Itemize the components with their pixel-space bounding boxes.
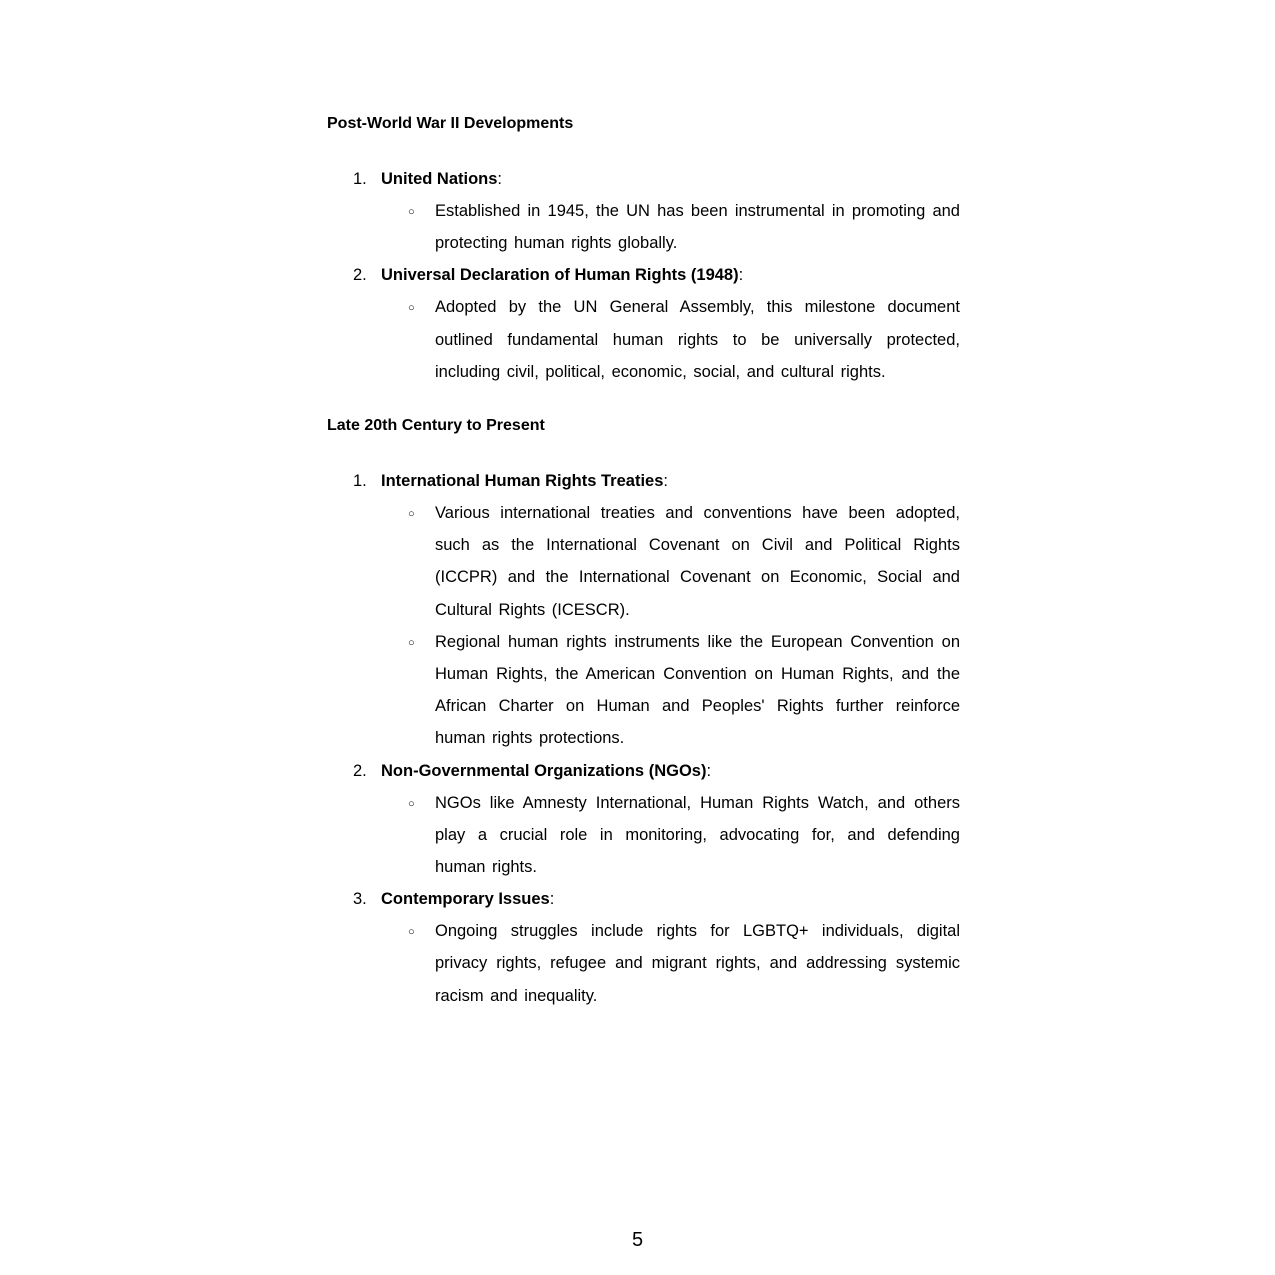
list-item — [327, 163, 960, 259]
item-title: International Human Rights Treaties — [381, 472, 664, 491]
page-content — [327, 110, 960, 1012]
bullet-text: Adopted by the UN General Assembly, this milestone document outlined fundamental human rights to be universally protected, including civil, political, economic, social, and cultural rights. — [435, 298, 960, 381]
bullet-icon: ○ — [408, 926, 415, 939]
section-late-20th-century — [327, 412, 960, 1012]
section-post-wwii — [327, 110, 960, 388]
bullet-item — [381, 787, 960, 884]
item-suffix: : — [663, 472, 668, 491]
list-item — [327, 883, 960, 1012]
item-title: Universal Declaration of Human Rights (1948) — [381, 266, 739, 285]
list-item — [327, 755, 960, 884]
bullet-list — [381, 195, 960, 259]
bullet-icon: ○ — [408, 206, 415, 218]
item-number: 2. — [353, 266, 367, 285]
list-item — [327, 465, 960, 755]
item-number: 3. — [353, 890, 367, 909]
list-item — [327, 259, 960, 388]
item-suffix: : — [549, 890, 555, 909]
bullet-list — [381, 787, 960, 884]
bullet-text: Ongoing struggles include rights for LGBTQ+ individuals, digital privacy rights, refugee and migrant rights, and addressing systemic racism and inequality. — [435, 922, 960, 1005]
numbered-list — [327, 465, 960, 1012]
bullet-icon: ○ — [408, 302, 415, 315]
bullet-icon: ○ — [408, 508, 415, 521]
bullet-icon: ○ — [408, 797, 415, 810]
bullet-item — [381, 195, 960, 259]
bullet-text: Regional human rights instruments like the European Convention on Human Rights, the American Convention on Human Rights, and the African Charter on Human and Peoples' Rights further reinforce human rights protections. — [435, 632, 960, 748]
item-number: 2. — [353, 761, 367, 780]
bullet-text: Various international treaties and conventions have been adopted, such as the International Covenant on Civil and Political Rights (ICCPR) and the International Covenant on Economic, Social and Cultural Rights (ICESCR). — [435, 504, 960, 619]
item-number: 1. — [353, 170, 367, 188]
bullet-item — [381, 291, 960, 388]
section-heading: Late 20th Century to Present — [327, 417, 545, 435]
item-suffix: : — [738, 266, 744, 285]
bullet-item — [381, 497, 960, 626]
numbered-list — [327, 163, 960, 388]
item-title: United Nations — [381, 170, 498, 188]
bullet-icon: ○ — [408, 636, 415, 649]
item-title: Non-Governmental Organizations (NGOs) — [381, 761, 707, 780]
bullet-item — [381, 915, 960, 1012]
item-suffix: : — [497, 170, 503, 188]
bullet-list — [381, 915, 960, 1012]
page-number: 5 — [631, 1229, 644, 1251]
bullet-list — [381, 497, 960, 755]
item-number: 1. — [353, 472, 367, 491]
section-heading: Post-World War II Developments — [327, 115, 574, 132]
item-suffix: : — [706, 761, 712, 780]
item-title: Contemporary Issues — [381, 890, 550, 909]
bullet-text: Established in 1945, the UN has been instrumental in promoting and protecting human rights globally. — [435, 202, 960, 253]
bullet-list — [381, 291, 960, 388]
bullet-text: NGOs like Amnesty International, Human Rights Watch, and others play a crucial role in monitoring, advocating for, and defending human rights. — [435, 793, 960, 877]
bullet-item — [381, 626, 960, 755]
